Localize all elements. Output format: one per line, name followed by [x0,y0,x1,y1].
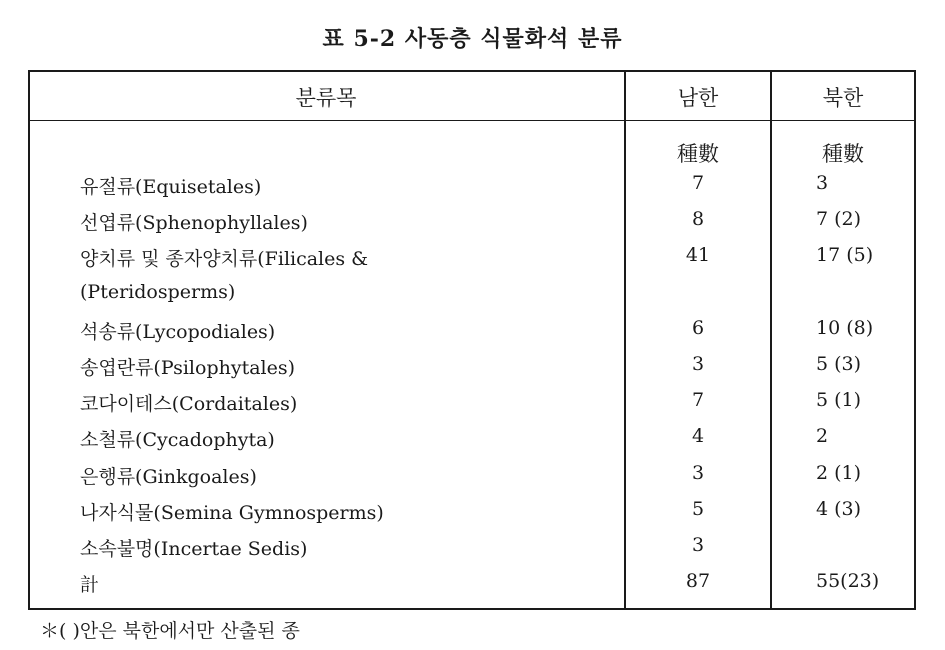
row-name: 소철류(Cycadophyta) [80,429,275,452]
header-classification: 분류목 [295,86,357,110]
row-name: 計 [80,574,100,597]
row-north-count: 5 (3) [816,353,862,375]
row-north-count: 5 (1) [816,389,862,412]
classification-table [28,70,916,610]
row-north-count: 10 (8) [816,316,874,339]
row-name: (Pteridosperms) [80,280,236,303]
row-name: 송엽란류(Psilophytales) [80,357,296,379]
row-name: 양치류 및 종자양치류(Filicales & [80,248,369,271]
row-south-count: 7 [691,172,705,194]
table-row [28,281,916,317]
row-south-count: 41 [685,244,711,267]
table-row [28,317,916,353]
row-south-count: 6 [691,316,705,339]
row-north-count: 55(23) [816,570,880,593]
row-north-count: 7 (2) [816,208,862,231]
table-row [28,208,916,244]
table-row [28,389,916,425]
header-rule [28,120,916,121]
table-top-rule [28,70,916,72]
row-south-count: 3 [691,461,705,484]
unit-north: 種數 [822,142,864,166]
table-row [28,462,916,498]
header-south: 남한 [677,86,719,110]
row-name: 유절류(Equisetales) [80,176,262,198]
table-row [28,353,916,389]
table-row [28,425,916,461]
row-south-count: 3 [691,353,705,375]
row-south-count: 8 [691,208,705,231]
row-name: 선엽류(Sphenophyllales) [80,212,308,235]
footnote: ＊( )안은 북한에서만 산출된 종 [40,620,300,642]
row-name: 석송류(Lycopodiales) [80,320,276,343]
row-name: 나자식물(Semina Gymnosperms) [80,501,384,524]
row-south-count: 87 [685,570,711,593]
row-north-count: 2 (1) [816,461,862,484]
row-name: 은행류(Ginkgoales) [80,465,257,488]
table-row [28,570,916,606]
row-north-count: 3 [816,172,829,194]
header-north: 북한 [822,86,864,110]
row-south-count: 5 [691,497,705,520]
unit-south: 種數 [677,142,719,166]
row-south-count: 3 [691,534,705,556]
row-north-count: 2 [816,425,829,448]
row-north-count: 4 (3) [816,497,862,520]
table-title: 표 5-2 사동층 식물화석 분류 [322,26,623,52]
table-row [28,172,916,208]
row-name: 소속불명(Incertae Sedis) [80,538,308,560]
table-row [28,534,916,570]
row-south-count: 7 [691,389,705,412]
table-row [28,244,916,280]
row-name: 코다이테스(Cordaitales) [80,393,298,416]
table-row [28,498,916,534]
row-south-count: 4 [691,425,705,448]
table-bottom-rule [28,608,916,610]
row-north-count: 17 (5) [816,244,874,267]
